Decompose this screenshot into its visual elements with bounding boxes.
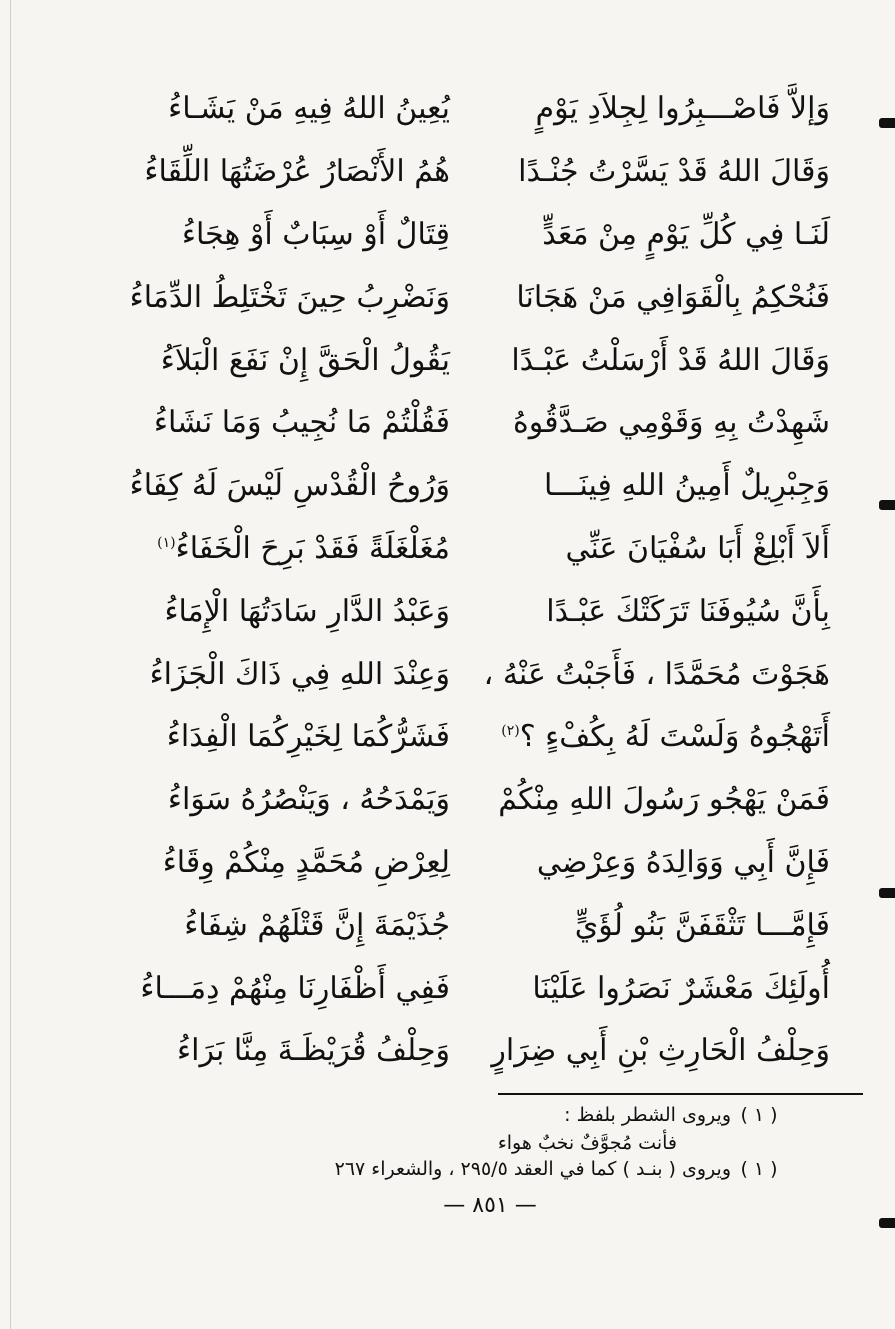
second-hemistich: وَيَمْدَحُهُ ، وَيَنْصُرُهُ سَوَاءُ — [167, 782, 450, 818]
footnote-divider — [498, 1093, 863, 1095]
first-hemistich: وَقَالَ اللهُ قَدْ يَسَّرْتُ جُنْـدًا — [518, 154, 830, 190]
margin-mark — [879, 1218, 895, 1228]
verse-line — [150, 706, 830, 769]
second-hemistich: فَشَرُّكُمَا لِخَيْرِكُمَا الْفِدَاءُ — [166, 719, 450, 755]
verse-line — [140, 957, 830, 1020]
footnote-continuation: فأنت مُجوَّفٌ نخبٌ هواء — [497, 1132, 677, 1154]
verse-line — [150, 204, 830, 267]
hemistich-text: مُغَلْغَلَةً فَقَدْ بَرِحَ الْخَفَاءُ — [175, 530, 450, 566]
verse-line — [150, 1020, 830, 1083]
second-hemistich: قِتَالٌ أَوْ سِبَابٌ أَوْ هِجَاءُ — [181, 216, 450, 252]
footnote — [147, 1104, 787, 1132]
footnotes — [147, 1104, 787, 1186]
verse-line — [150, 769, 830, 832]
footnote — [147, 1158, 787, 1186]
first-hemistich: فَمَنْ يَهْجُو رَسُولَ اللهِ مِنْكُمْ — [498, 782, 830, 818]
first-hemistich: أَلاَ أَبْلِغْ أَبَا سُفْيَانَ عَنِّي — [565, 530, 830, 566]
verse-line — [129, 455, 830, 518]
second-hemistich: فَفِي أَظْفَارِنَا مِنْهُمْ دِمَـــاءُ — [140, 970, 450, 1006]
second-hemistich: يُعِينُ اللهُ فِيهِ مَنْ يَشَـاءُ — [168, 91, 450, 127]
second-hemistich: وَحِلْفُ قُرَيْظَـةَ مِنَّا بَرَاءُ — [177, 1033, 450, 1069]
first-hemistich: هَجَوْتَ مُحَمَّدًا ، فَأَجَبْتُ عَنْهُ ، — [483, 656, 830, 692]
verse-line — [150, 392, 830, 455]
verse-line — [150, 894, 830, 957]
verse-line — [129, 266, 830, 329]
second-hemistich: يَقُولُ الْحَقَّ إِنْ نَفَعَ الْبَلاَءُ — [160, 342, 450, 378]
second-hemistich: وَعِنْدَ اللهِ فِي ذَاكَ الْجَزَاءُ — [149, 656, 450, 692]
verse-line — [150, 78, 830, 141]
second-hemistich: وَعَبْدُ الدَّارِ سَادَتُهَا الْإِمَاءُ — [164, 593, 450, 629]
footnote-marker[interactable]: (٢) — [501, 723, 520, 740]
second-hemistich: هُمُ الأَنْصَارُ عُرْضَتُهَا اللِّقَاءُ — [144, 154, 450, 190]
second-hemistich: لِعِرْضِ مُحَمَّدٍ مِنْكُمْ وِقَاءُ — [162, 844, 450, 880]
first-hemistich: فَنُحْكِمُ بِالْقَوَافِي مَنْ هَجَانَا — [516, 279, 830, 315]
first-hemistich: وَقَالَ اللهُ قَدْ أَرْسَلْتُ عَبْـدًا — [511, 342, 830, 378]
first-hemistich: فَإِمَّـــا تَثْقَفَنَّ بَنُو لُؤَيٍّ — [574, 907, 830, 943]
footnote-text: ويروى الشطر بلفظ : — [564, 1104, 731, 1126]
poem — [129, 78, 830, 1083]
margin-mark — [879, 500, 895, 510]
margin-mark — [879, 118, 895, 128]
margin-mark — [879, 888, 895, 898]
first-hemistich: فَإِنَّ أَبِي وَوَالِدَهُ وَعِرْضِي — [536, 844, 830, 880]
verse-line — [150, 643, 830, 706]
footnote-number: ( ١ ) — [740, 1104, 778, 1126]
footnote-number: ( ١ ) — [740, 1158, 778, 1180]
first-hemistich: شَهِدْتُ بِهِ وَقَوْمِي صَـدَّقُوهُ — [513, 405, 830, 441]
second-hemistich: فَقُلْتُمْ مَا نُجِيبُ وَمَا نَشَاءُ — [153, 405, 450, 441]
hemistich-text: أَتَهْجُوهُ وَلَسْتَ لَهُ بِكُفْءٍ ؟ — [519, 719, 830, 755]
page-edge-line — [10, 0, 11, 1329]
second-hemistich — [150, 530, 450, 566]
verse-line — [150, 518, 830, 581]
first-hemistich: وَحِلْفُ الْحَارِثِ بْنِ أَبِي ضِرَارٍ — [491, 1033, 830, 1069]
verse-line — [150, 580, 830, 643]
second-hemistich: وَنَضْرِبُ حِينَ تَخْتَلِطُ الدِّمَاءُ — [129, 279, 450, 315]
footnote-marker[interactable]: (١) — [157, 534, 176, 551]
first-hemistich: بِأَنَّ سُيُوفَنَا تَرَكَتْكَ عَبْـدًا — [546, 593, 830, 629]
first-hemistich: وَإلاَّ فَاصْـــبِرُوا لِجِلاَدِ يَوْمٍ — [535, 91, 830, 127]
first-hemistich — [501, 719, 830, 755]
second-hemistich: جُذَيْمَةَ إِنَّ قَتْلَهُمْ شِفَاءُ — [184, 907, 450, 943]
verse-line — [150, 832, 830, 895]
verse-line — [150, 329, 830, 392]
second-hemistich: وَرُوحُ الْقُدْسِ لَيْسَ لَهُ كِفَاءُ — [129, 468, 450, 504]
page-number: — ٨٥١ — — [443, 1193, 537, 1218]
first-hemistich: وَجِبْرِيلٌ أَمِينُ اللهِ فِينَـــا — [543, 468, 830, 504]
verse-line — [144, 141, 830, 204]
first-hemistich: أُولَئِكَ مَعْشَرٌ نَصَرُوا عَلَيْنَا — [532, 970, 830, 1006]
footnote-text: ويروى ( بنـد ) كما في العقد ٢٩٥/٥ ، والشعراء ٢٦٧ — [334, 1158, 731, 1180]
first-hemistich: لَنَـا فِي كُلِّ يَوْمٍ مِنْ مَعَدٍّ — [542, 216, 830, 252]
